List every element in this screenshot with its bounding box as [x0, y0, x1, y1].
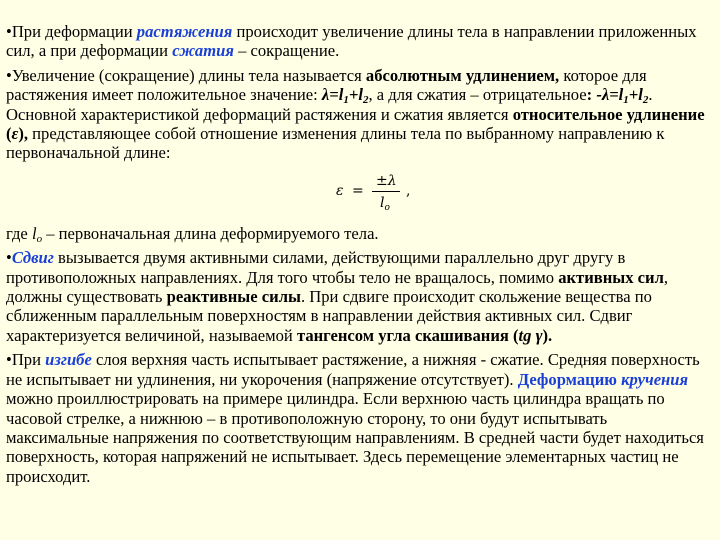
formula-relative-elongation: [6, 168, 706, 218]
paragraph-where: где $l_o$ – первоначальная длина деформируемого тела.: [6, 223, 379, 245]
term-torsion: кручения: [621, 369, 689, 389]
term-relative-elongation: относительное удлинение (ε),: [6, 104, 705, 144]
bullet: •: [6, 22, 12, 41]
paragraph-bending-torsion: •При изгибе слоя верхняя часть испытывает растяжение, а нижняя - сжатие. Средняя поверхность не испытывает ни удлинения, ни укорочения (напряжение отсутствует). Деформацию кручения можно проиллюстрировать на примере цилиндра. Если верхнюю часть цилиндра вращать по часовой стрелке, а нижнюю – в противоположную сторону, то они будут испытывать максимальные напряжения по соответствующим направлениям. В средней части будет находиться поверхность, которая напряжений не испытывает. Здесь перемещение элементарных частиц не происходит.: [6, 350, 704, 486]
formula-comma: ,: [406, 182, 411, 199]
formula-negative: $-\lambda=l_1+l_2$: [596, 85, 649, 107]
term-active-forces: активных сил: [558, 267, 664, 287]
bullet: •: [6, 65, 12, 85]
paragraph-tension-compression: [6, 22, 706, 61]
term-deformation: Деформацию: [517, 369, 617, 389]
formula-numerator: ±λ: [376, 172, 397, 189]
fraction-bar: [372, 191, 400, 192]
text: Увеличение (сокращение) длины тела называется: [11, 65, 366, 85]
term-shear: Сдвиг: [11, 248, 54, 268]
term-shear-angle-tangent: тангенсом угла скашивания (tg γ).: [296, 325, 553, 345]
bullet: •: [6, 248, 12, 268]
text: . Основной характеристикой деформаций растяжения и сжатия является: [6, 85, 653, 124]
var-l0: $l_o$: [31, 223, 43, 245]
term-compression: сжатия: [172, 41, 234, 61]
text: – сокращение.: [233, 41, 340, 61]
text: При деформации: [11, 22, 137, 41]
formula-denominator: $l_o$: [380, 194, 390, 213]
text: , а для сжатия – отрицательное: [368, 85, 587, 105]
term-reactive-forces: реактивные силы: [166, 287, 301, 307]
formula-lhs: ε: [336, 182, 344, 199]
bullet: •: [6, 350, 12, 370]
formula-positive: $\lambda=l_1+l_2$: [321, 85, 369, 107]
text: происходит увеличение длины тела в направлении приложенных сил, а при деформации: [6, 22, 697, 61]
paragraph-shear: •Сдвиг вызывается двумя активными силами, действующими параллельно друг другу в противоположных направлениях. Для того чтобы тело не вращалось, помимо активных сил, должны существовать реактивные силы. При сдвиге происходит скольжение вещества по сближенным параллельным поверхностям в направлении действия активных сил. Сдвиг характеризуется величиной, называемой тангенсом угла скашивания (tg γ).: [6, 248, 669, 345]
term-absolute-elongation: абсолютным удлинением,: [365, 65, 560, 85]
term-tension: растяжения: [136, 22, 233, 41]
term-bending: изгибе: [45, 350, 92, 370]
text: которое для растяжения имеет положительное значение:: [6, 65, 647, 105]
text: представляющее собой отношение изменения длины тела по выбранному направлению к первоначальной длине:: [6, 124, 665, 163]
formula-equals: =: [352, 182, 364, 199]
paragraph-elongation: •Увеличение (сокращение) длины тела называется абсолютным удлинением, которое для растяжения имеет положительное значение: $\lambda=l_1+l_2$, а для сжатия – отрицательное: $-\lambda=l_1+l_2$. Основной характеристикой деформаций растяжения и сжатия является относительное удлинение (ε), представляющее собой отношение изменения длины тела по выбранному направлению к первоначальной длине:: [6, 65, 705, 163]
